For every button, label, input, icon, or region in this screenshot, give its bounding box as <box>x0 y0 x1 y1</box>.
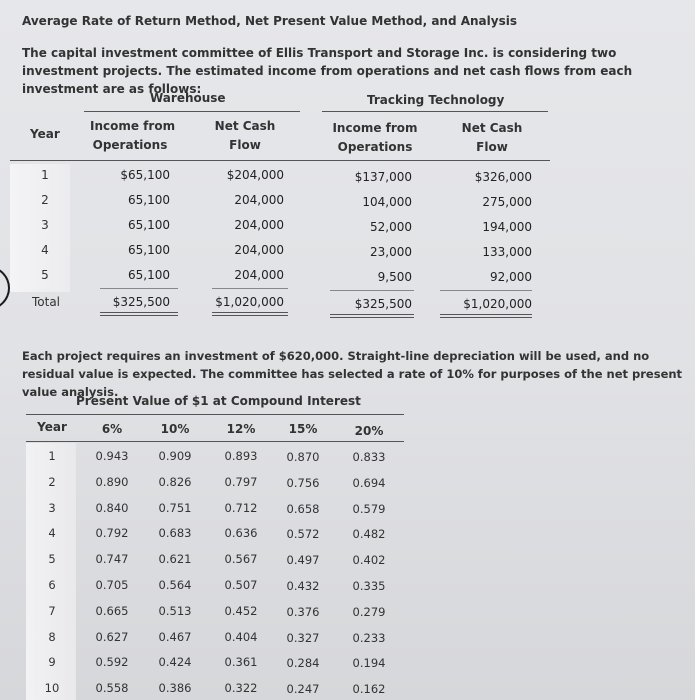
pv-row-year: 5 <box>48 552 56 567</box>
table-cell: 23,000 <box>370 245 412 259</box>
pv-row-year: 1 <box>48 449 56 463</box>
tracking-label: Tracking Technology <box>367 93 505 107</box>
table-cell: $65,100 <box>120 168 170 182</box>
pv-cell: 0.592 <box>95 655 129 670</box>
table-cell: 65,100 <box>128 193 170 207</box>
table-cell: $137,000 <box>354 170 412 184</box>
total-rule <box>440 314 532 315</box>
pv-cell: 0.564 <box>158 578 192 592</box>
table-row-year: 2 <box>41 193 49 207</box>
pv-cell: 0.402 <box>352 553 386 568</box>
table-cell: 204,000 <box>234 268 284 282</box>
tracking-rule <box>322 111 548 112</box>
subtotal-rule <box>330 290 414 291</box>
pv-cell: 0.567 <box>224 552 258 567</box>
investment-paragraph: Each project requires an investment of $620,000. Straight-line depreciation will be used, and no residual value is expected. The committee has selected a rate of 10% for purposes of the net present value analysis. <box>22 349 683 399</box>
pv-header-12: 12% <box>226 422 256 436</box>
table-row-year: 5 <box>41 268 49 282</box>
pv-cell: 0.751 <box>158 500 192 515</box>
tt-income-header-2: Operations <box>337 140 413 154</box>
pv-header-10: 10% <box>160 422 190 436</box>
pv-cell: 0.797 <box>224 474 258 489</box>
table-cell: 65,100 <box>128 243 170 257</box>
pv-cell: 0.452 <box>224 603 258 618</box>
pv-header-rule <box>26 441 404 442</box>
pv-cell: 0.327 <box>286 630 320 645</box>
pv-cell: 0.467 <box>158 629 192 644</box>
total-rule <box>100 312 178 313</box>
pv-row-year: 6 <box>48 578 56 592</box>
pv-cell: 0.621 <box>158 552 192 567</box>
pv-row-year: 2 <box>48 474 56 489</box>
intro-paragraph: The capital investment committee of Ellis Transport and Storage Inc. is considering two investment projects. The estimated income from operations and net cash flows from each investment are as follows: <box>22 46 633 96</box>
pv-row-year: 4 <box>48 526 56 541</box>
table-cell: 275,000 <box>482 195 532 209</box>
pv-cell: 0.756 <box>286 475 320 490</box>
pv-row-year: 10 <box>44 681 60 696</box>
table-cell: 104,000 <box>362 195 412 209</box>
pv-cell: 0.558 <box>95 681 129 696</box>
table-cell: 65,100 <box>128 268 170 282</box>
table-cell: 9,500 <box>377 270 412 284</box>
table-cell: 204,000 <box>234 218 284 232</box>
wh-cash-header-2: Flow <box>229 138 261 152</box>
pv-cell: 0.747 <box>95 552 129 567</box>
subtotal-rule <box>100 288 178 289</box>
pv-cell: 0.194 <box>352 656 386 671</box>
tt-cash-header-1: Net Cash <box>461 121 523 135</box>
pv-cell: 0.909 <box>158 449 192 463</box>
pv-cell: 0.162 <box>352 682 386 697</box>
total-cell: $1,020,000 <box>463 297 532 311</box>
pv-cell: 0.507 <box>224 578 258 592</box>
table-row-year: 1 <box>41 168 49 182</box>
total-rule <box>100 315 178 316</box>
pv-cell: 0.335 <box>352 579 386 593</box>
pv-cell: 0.712 <box>224 500 258 515</box>
pv-cell: 0.404 <box>224 629 258 644</box>
pv-cell: 0.376 <box>286 604 320 619</box>
pv-cell: 0.683 <box>158 526 192 541</box>
pv-cell: 0.694 <box>352 475 386 490</box>
pv-cell: 0.497 <box>286 553 320 568</box>
pv-cell: 0.665 <box>95 603 129 618</box>
project-table <box>0 0 695 330</box>
pv-cell: 0.833 <box>352 450 386 464</box>
pv-row-year: 3 <box>48 500 56 515</box>
pv-cell: 0.247 <box>286 682 320 697</box>
table-cell: 204,000 <box>234 243 284 257</box>
pv-header-year: Year <box>37 420 67 434</box>
pv-cell: 0.890 <box>95 474 129 489</box>
pv-cell: 0.279 <box>352 604 386 619</box>
pv-cell: 0.513 <box>158 603 192 618</box>
subtotal-rule <box>212 288 288 289</box>
tt-cash-header-2: Flow <box>476 140 508 154</box>
table-cell: $326,000 <box>474 170 532 184</box>
pv-cell: 0.424 <box>158 655 192 670</box>
total-rule <box>330 314 414 315</box>
pv-cell: 0.432 <box>286 579 320 593</box>
pv-cell: 0.636 <box>224 526 258 541</box>
tt-income-header-1: Income from <box>332 121 418 135</box>
total-label: Total <box>31 295 61 309</box>
pv-cell: 0.792 <box>95 526 129 541</box>
warehouse-rule <box>84 111 300 112</box>
pv-title-rule <box>26 414 404 415</box>
pv-cell: 0.233 <box>352 630 386 645</box>
total-rule <box>212 312 288 313</box>
pv-row-year: 9 <box>48 655 56 670</box>
pv-table-title: Present Value of $1 at Compound Interest <box>76 394 361 408</box>
pv-cell: 0.284 <box>286 656 320 671</box>
pv-cell: 0.893 <box>224 449 258 463</box>
header-bottom-rule <box>10 160 550 161</box>
pv-cell: 0.322 <box>224 681 258 696</box>
pv-cell: 0.870 <box>286 450 320 464</box>
pv-cell: 0.579 <box>352 501 386 516</box>
pv-cell: 0.386 <box>158 681 192 696</box>
total-rule <box>440 317 532 318</box>
warehouse-label: Warehouse <box>150 91 226 105</box>
total-rule <box>330 317 414 318</box>
table-cell: 194,000 <box>482 220 532 234</box>
table-cell: 65,100 <box>128 218 170 232</box>
subtotal-rule <box>440 290 532 291</box>
pv-cell: 0.361 <box>224 655 258 670</box>
wh-income-header-2: Operations <box>92 138 168 152</box>
pv-header-20: 20% <box>354 424 384 438</box>
pv-cell: 0.826 <box>158 474 192 489</box>
pv-cell: 0.658 <box>286 501 320 516</box>
total-rule <box>212 315 288 316</box>
pv-cell: 0.943 <box>95 449 129 463</box>
pv-cell: 0.627 <box>95 629 129 644</box>
table-cell: 92,000 <box>490 270 532 284</box>
pv-cell: 0.705 <box>95 578 129 592</box>
pv-header-6: 6% <box>101 422 123 436</box>
pv-cell: 0.482 <box>352 527 386 542</box>
total-cell: $325,500 <box>112 295 170 309</box>
table-row-year: 4 <box>41 243 49 257</box>
wh-income-header-1: Income from <box>90 119 176 133</box>
total-cell: $1,020,000 <box>215 295 284 309</box>
table-row-year: 3 <box>41 218 49 232</box>
table-cell: 133,000 <box>482 245 532 259</box>
pv-row-year: 8 <box>48 629 56 644</box>
wh-cash-header-1: Net Cash <box>214 119 276 133</box>
pv-row-year: 7 <box>48 603 56 618</box>
edge-mark <box>0 266 10 310</box>
page-title: Average Rate of Return Method, Net Present Value Method, and Analysis <box>22 14 517 28</box>
total-cell: $325,500 <box>354 297 412 311</box>
year-header: Year <box>30 127 60 141</box>
pv-header-15: 15% <box>288 422 318 436</box>
table-cell: 204,000 <box>234 193 284 207</box>
table-cell: 52,000 <box>370 220 412 234</box>
table-cell: $204,000 <box>226 168 284 182</box>
pv-cell: 0.572 <box>286 527 320 542</box>
pv-cell: 0.840 <box>95 500 129 515</box>
